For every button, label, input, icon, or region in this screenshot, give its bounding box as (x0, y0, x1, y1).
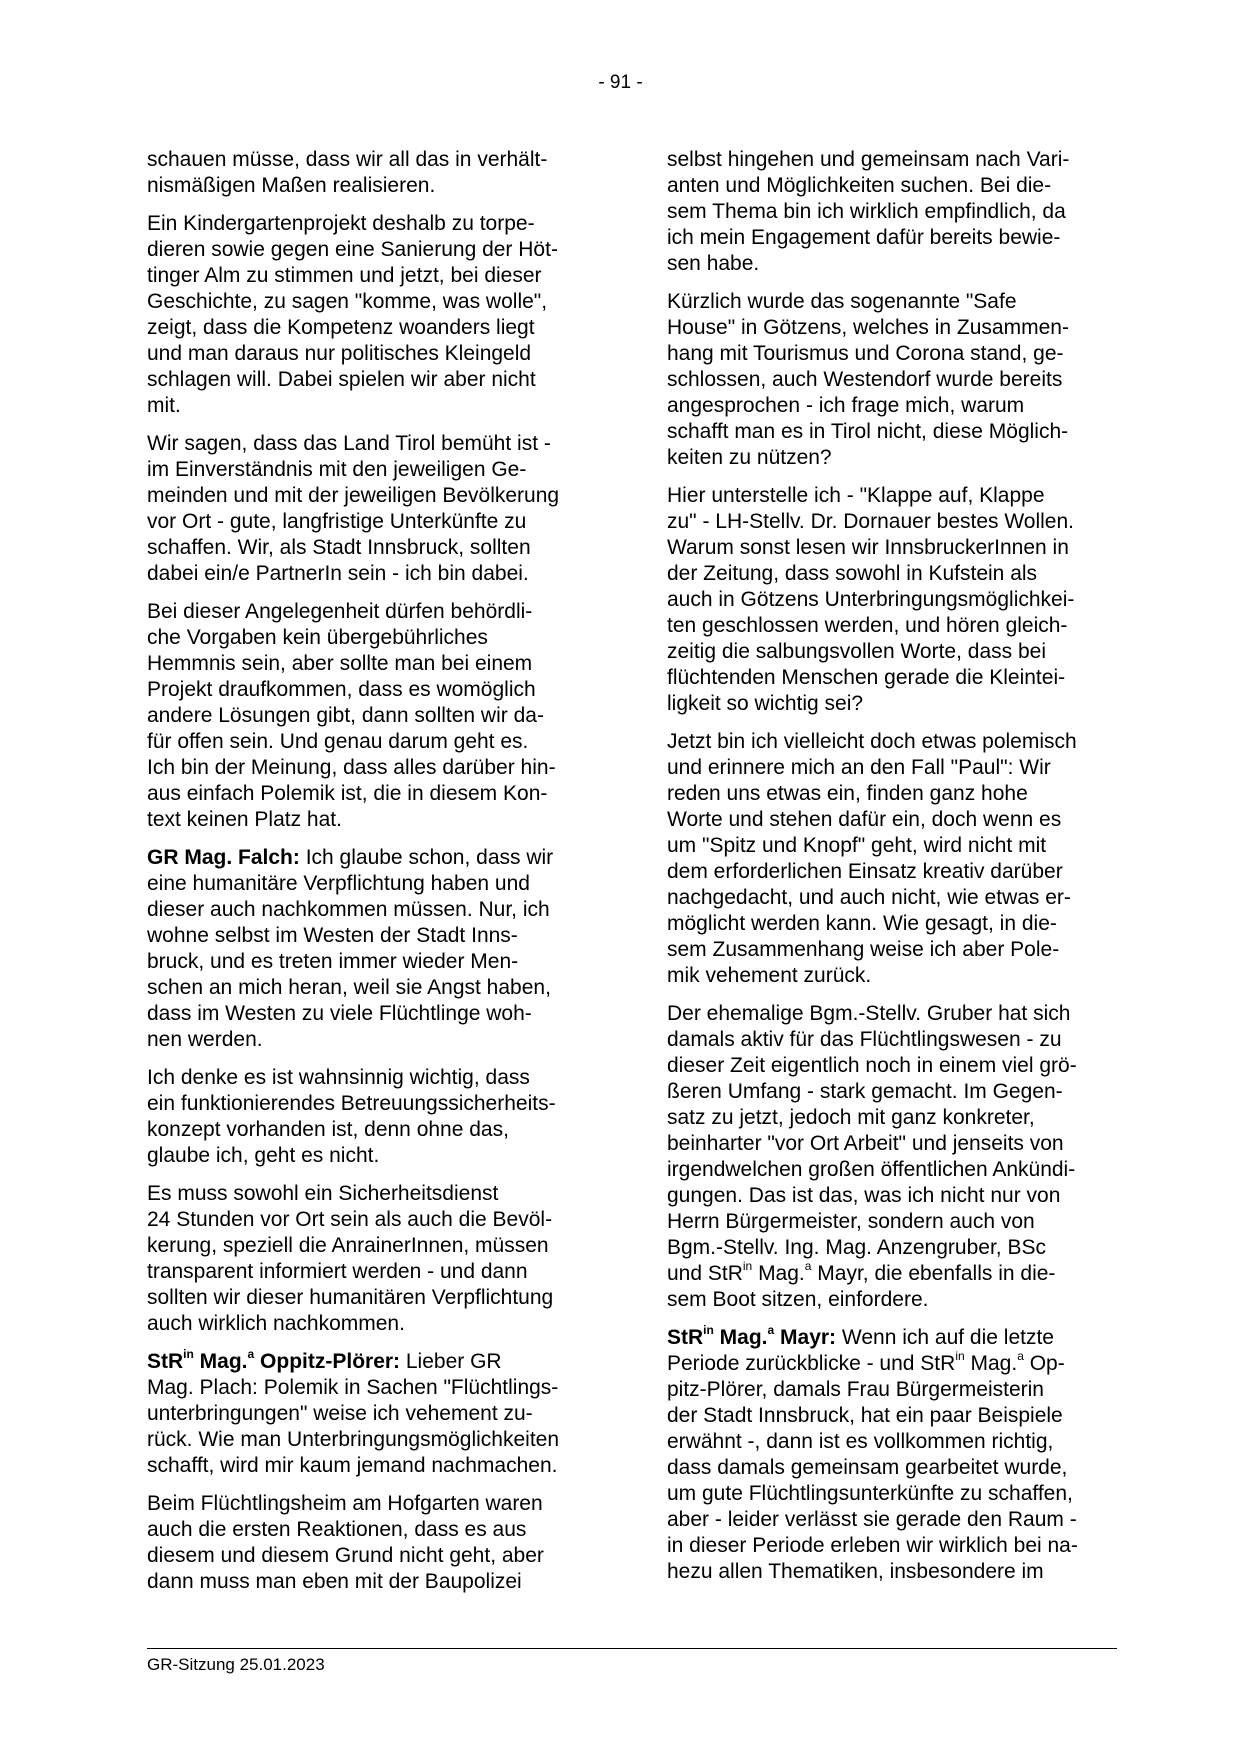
text-line: text keinen Platz hat. (147, 808, 342, 831)
text-line: schafft, wird mir kaum jemand nachmachen. (147, 1454, 558, 1477)
text-line: der Zeitung, dass sowohl in Kufstein als (667, 562, 1038, 585)
text-line: sen habe. (667, 252, 760, 275)
text-line: Jetzt bin ich vielleicht doch etwas polemisch (667, 730, 1077, 753)
text-line: ten geschlossen werden, und hören gleich- (667, 614, 1068, 637)
text-line: um gute Flüchtlingsunterkünfte zu schaffen, (667, 1482, 1073, 1505)
speaker-name: StR$^{in}$ Mag.$^a$ Mayr: (667, 1323, 837, 1349)
text-line: unterbringungen" weise ich vehement zu- (147, 1402, 533, 1425)
text-line: auch die ersten Reaktionen, dass es aus (147, 1518, 527, 1541)
text-line: Kürzlich wurde das sogenannte "Safe (667, 290, 1017, 313)
text-line: kerung, speziell die AnrainerInnen, müssen (147, 1234, 549, 1257)
text-line: dieser auch nachkommen müssen. Nur, ich (147, 898, 550, 921)
paragraph (147, 1181, 587, 1337)
text-line: dieren sowie gegen eine Sanierung der Höt- (147, 238, 558, 261)
text-line: zu" - LH-Stellv. Dr. Dornauer bestes Wollen. (667, 510, 1074, 533)
text-line: pitz-Plörer, damals Frau Bürgermeisterin (667, 1378, 1044, 1401)
right-column (667, 147, 1107, 1597)
text-line: StR$^{in}$ Mag.$^a$ Oppitz-Plörer: Lieber GR (147, 1347, 502, 1373)
text-line: ein funktionierendes Betreuungssicherheits- (147, 1092, 556, 1115)
text-line: dann muss man eben mit der Baupolizei (147, 1570, 522, 1593)
speaker-name: StR$^{in}$ Mag.$^a$ Oppitz-Plörer: (147, 1347, 401, 1373)
paragraph (667, 1001, 1107, 1313)
text-line: sem Thema bin ich wirklich empfindlich, da (667, 200, 1066, 223)
text-line: zeigt, dass die Kompetenz woanders liegt (147, 316, 535, 339)
text-line: glaube ich, geht es nicht. (147, 1144, 380, 1167)
paragraph (147, 599, 587, 833)
text-line: dass damals gemeinsam gearbeitet wurde, (667, 1456, 1068, 1479)
text-line: Warum sonst lesen wir InnsbruckerInnen in (667, 536, 1069, 559)
text-line: und StR$^{in}$ Mag.$^a$ Mayr, die ebenfalls in die- (667, 1259, 1056, 1285)
text-line: im Einverständnis mit den jeweiligen Ge- (147, 458, 527, 481)
text-line: auch wirklich nachkommen. (147, 1312, 405, 1335)
text-line: sem Zusammenhang weise ich aber Pole- (667, 938, 1060, 961)
text-line: Herrn Bürgermeister, sondern auch von (667, 1210, 1035, 1233)
text-line: 24 Stunden vor Ort sein als auch die Bevöl- (147, 1208, 553, 1231)
text-line: schen an mich heran, weil sie Angst haben, (147, 976, 551, 999)
text-line: hang mit Tourismus und Corona stand, ge- (667, 342, 1064, 365)
text-line: beinharter "vor Ort Arbeit" und jenseits von (667, 1132, 1064, 1155)
text-line: mik vehement zurück. (667, 964, 872, 987)
text-line: Es muss sowohl ein Sicherheitsdienst (147, 1182, 499, 1205)
text-line: dabei ein/e PartnerIn sein - ich bin dabei. (147, 562, 529, 585)
page-number: - 91 - (598, 72, 643, 93)
text-line: bruck, und es treten immer wieder Men- (147, 950, 519, 973)
text-line: dem erforderlichen Einsatz kreativ darüber (667, 860, 1063, 883)
text-line: nachgedacht, und auch nicht, wie etwas er- (667, 886, 1071, 909)
text-line: flüchtenden Menschen gerade die Kleintei- (667, 666, 1066, 689)
text-line: eine humanitäre Verpflichtung haben und (147, 872, 530, 895)
left-column (147, 147, 587, 1607)
text-line: Bgm.-Stellv. Ing. Mag. Anzengruber, BSc (667, 1236, 1046, 1259)
text-line: irgendwelchen großen öffentlichen Ankündi- (667, 1158, 1076, 1181)
text-line: meinden und mit der jeweiligen Bevölkerung (147, 484, 560, 507)
text-line: und man daraus nur politisches Kleingeld (147, 342, 532, 365)
paragraph (667, 147, 1107, 277)
text-line: rück. Wie man Unterbringungsmöglichkeiten (147, 1428, 560, 1451)
paragraph (667, 1325, 1107, 1585)
text-line: mit. (147, 394, 181, 417)
text-line: Mag. Plach: Polemik in Sachen "Flüchtlings- (147, 1376, 559, 1399)
text-line: sem Boot sitzen, einfordere. (667, 1288, 929, 1311)
text-line: schafft man es in Tirol nicht, diese Möglich- (667, 420, 1069, 443)
text-line: für offen sein. Und genau darum geht es. (147, 730, 529, 753)
text-line: Hier unterstelle ich - "Klappe auf, Klappe (667, 484, 1045, 507)
footer-divider (147, 1648, 1117, 1649)
text-line: schauen müsse, dass wir all das in verhält- (147, 148, 548, 171)
text-line: che Vorgaben kein übergebührliches (147, 626, 488, 649)
text-line: dass im Westen zu viele Flüchtlinge woh- (147, 1002, 532, 1025)
text-line: nen werden. (147, 1028, 263, 1051)
paragraph (667, 483, 1107, 717)
text-line: transparent informiert werden - und dann (147, 1260, 528, 1283)
paragraph (147, 211, 587, 419)
text-line: Bei dieser Angelegenheit dürfen behördli- (147, 600, 533, 623)
text-line: Ein Kindergartenprojekt deshalb zu torpe- (147, 212, 535, 235)
paragraph (147, 1065, 587, 1169)
text-line: aus einfach Polemik ist, die in diesem Kon- (147, 782, 548, 805)
paragraph (147, 845, 587, 1053)
text-line: sollten wir dieser humanitären Verpflichtung (147, 1286, 554, 1309)
text-line: schaffen. Wir, als Stadt Innsbruck, sollten (147, 536, 531, 559)
text-line: Hemmnis sein, aber sollte man bei einem (147, 652, 533, 675)
text-line: Ich bin der Meinung, dass alles darüber hin- (147, 756, 556, 779)
text-line: GR Mag. Falch: Ich glaube schon, dass wir (147, 846, 554, 869)
text-line: zeitig die salbungsvollen Worte, dass bei (667, 640, 1046, 663)
text-line: anten und Möglichkeiten suchen. Bei die- (667, 174, 1052, 197)
text-line: House" in Götzens, welches in Zusammen- (667, 316, 1069, 339)
text-line: Der ehemalige Bgm.-Stellv. Gruber hat sich (667, 1002, 1071, 1025)
text-line: schlagen will. Dabei spielen wir aber nicht (147, 368, 536, 391)
text-line: Projekt draufkommen, dass es womöglich (147, 678, 536, 701)
text-line: schlossen, auch Westendorf wurde bereits (667, 368, 1063, 391)
text-line: konzept vorhanden ist, denn ohne das, (147, 1118, 509, 1141)
text-line: um "Spitz und Knopf" geht, wird nicht mit (667, 834, 1047, 857)
text-line: ligkeit so wichtig sei? (667, 692, 864, 715)
paragraph (147, 147, 587, 199)
text-line: satz zu jetzt, jedoch mit ganz konkreter, (667, 1106, 1035, 1129)
text-line: damals aktiv für das Flüchtlingswesen - zu (667, 1028, 1062, 1051)
text-line: hezu allen Thematiken, insbesondere im (667, 1560, 1044, 1583)
text-line: Wir sagen, dass das Land Tirol bemüht ist - (147, 432, 551, 455)
text-line: reden uns etwas ein, finden ganz hohe (667, 782, 1028, 805)
text-line: erwähnt -, dann ist es vollkommen richtig, (667, 1430, 1054, 1453)
paragraph (147, 1349, 587, 1479)
text-line: StR$^{in}$ Mag.$^a$ Mayr: Wenn ich auf die letzte (667, 1323, 1054, 1349)
text-line: auch in Götzens Unterbringungsmöglichkei- (667, 588, 1075, 611)
text-line: keiten zu nützen? (667, 446, 832, 469)
paragraph (147, 1491, 587, 1595)
text-line: gungen. Das ist das, was ich nicht nur von (667, 1184, 1061, 1207)
text-line: vor Ort - gute, langfristige Unterkünfte zu (147, 510, 527, 533)
text-line: aber - leider verlässt sie gerade den Raum - (667, 1508, 1077, 1531)
text-line: Worte und stehen dafür ein, doch wenn es (667, 808, 1062, 831)
text-line: Geschichte, zu sagen "komme, was wolle", (147, 290, 548, 313)
footer-session-date: GR-Sitzung 25.01.2023 (147, 1655, 325, 1674)
text-line: in dieser Periode erleben wir wirklich bei na- (667, 1534, 1078, 1557)
text-line: nismäßigen Maßen realisieren. (147, 174, 436, 197)
text-line: dieser Zeit eigentlich noch in einem viel grö- (667, 1054, 1077, 1077)
text-line: tinger Alm zu stimmen und jetzt, bei dieser (147, 264, 542, 287)
text-line: und erinnere mich an den Fall "Paul": Wir (667, 756, 1051, 779)
text-line: selbst hingehen und gemeinsam nach Vari- (667, 148, 1070, 171)
paragraph (667, 729, 1107, 989)
text-line: andere Lösungen gibt, dann sollten wir da- (147, 704, 544, 727)
text-line: angesprochen - ich frage mich, warum (667, 394, 1025, 417)
paragraph (667, 289, 1107, 471)
text-line: ßeren Umfang - stark gemacht. Im Gegen- (667, 1080, 1063, 1103)
text-line: diesem und diesem Grund nicht geht, aber (147, 1544, 544, 1567)
speaker-name: GR Mag. Falch: (147, 846, 300, 869)
paragraph (147, 431, 587, 587)
text-line: ich mein Engagement dafür bereits bewie- (667, 226, 1061, 249)
text-line: Ich denke es ist wahnsinnig wichtig, dass (147, 1066, 530, 1089)
text-line: Beim Flüchtlingsheim am Hofgarten waren (147, 1492, 543, 1515)
text-line: der Stadt Innsbruck, hat ein paar Beispiele (667, 1404, 1063, 1427)
text-line: möglicht werden kann. Wie gesagt, in die- (667, 912, 1057, 935)
text-line: wohne selbst im Westen der Stadt Inns- (147, 924, 518, 947)
text-line: Periode zurückblicke - und StR$^{in}$ Mag.$^a$ Op- (667, 1349, 1065, 1375)
